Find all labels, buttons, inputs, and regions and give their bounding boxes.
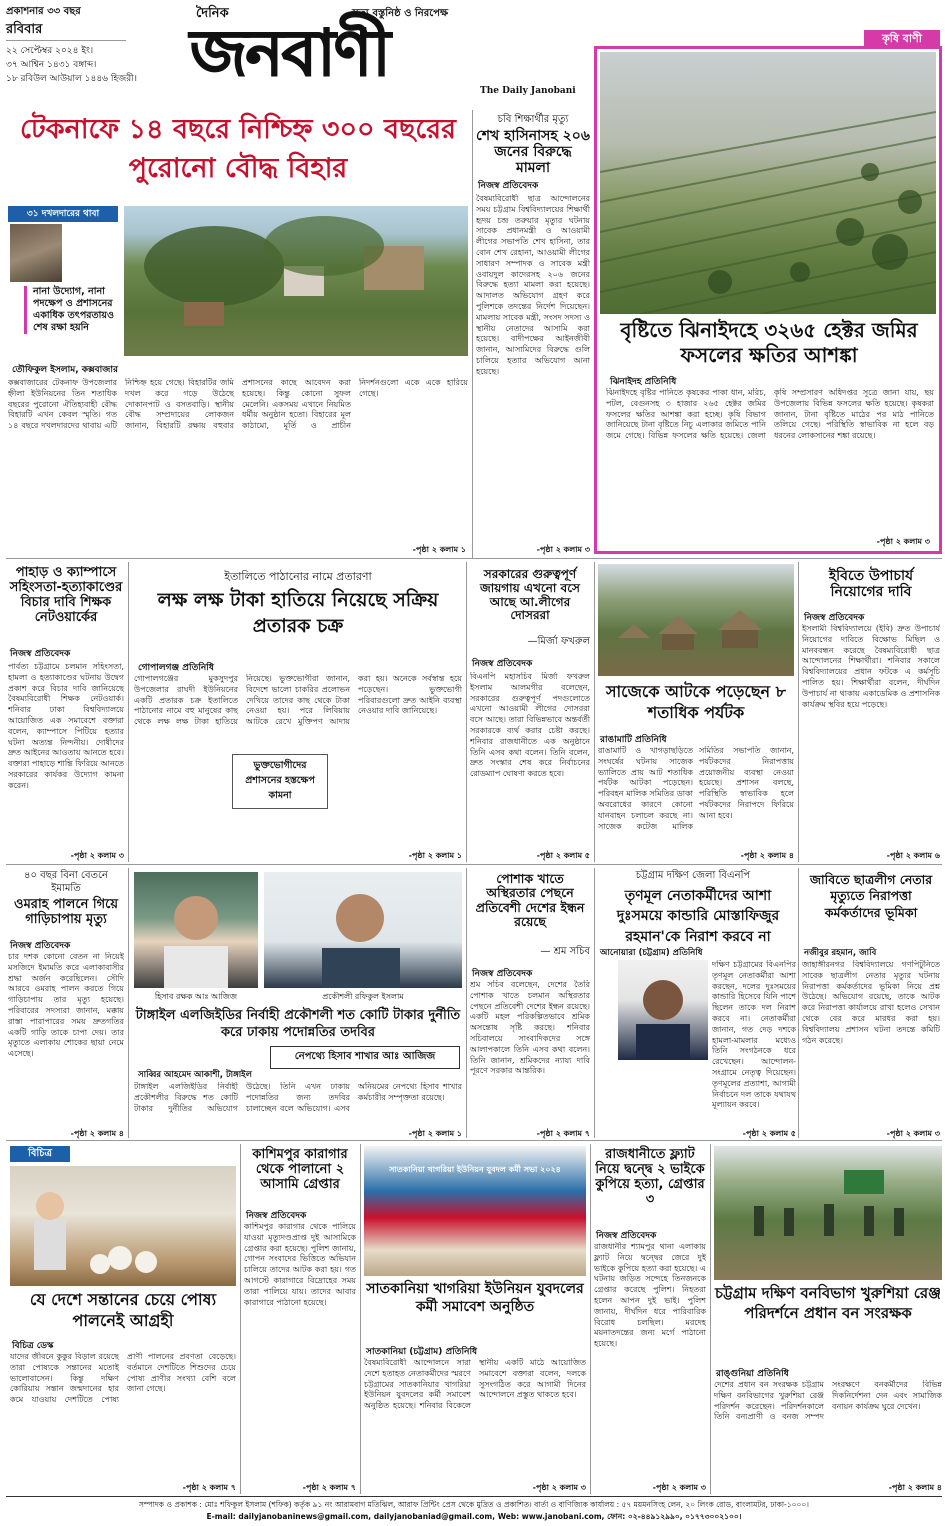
fraud-quote: ভুক্তভোগীদের প্রশাসনের হস্তক্ষেপ কামনা xyxy=(232,754,328,809)
bichitra-byline: বিচিত্র ডেস্ক xyxy=(12,1341,54,1351)
motto: সত্য বস্তুনিষ্ঠ ও নিরপেক্ষ xyxy=(352,8,449,19)
bonbibhag-headline[interactable]: চট্টগ্রাম দক্ষিণ বনবিভাগ খুরুশিয়া রেঞ্জ পরিদর্শনে প্রধান বন সংরক্ষক xyxy=(715,1284,941,1322)
fraud-headline[interactable]: লক্ষ লক্ষ টাকা হাতিয়ে নিয়েছে সক্রিয় প্রতারক চক্র xyxy=(157,589,439,637)
ctg-bnp-cont[interactable]: -পৃষ্ঠা ২ কলাম ৫ xyxy=(742,1129,796,1138)
jabi-byline: নজীবুর রহমান, জাবি xyxy=(804,948,877,958)
ibte-byline: নিজস্ব প্রতিবেদক xyxy=(804,613,865,623)
hasina-cont[interactable]: -পৃষ্ঠা ২ কলাম ৩ xyxy=(536,545,590,554)
vihara-ruins-photo xyxy=(124,206,468,356)
huts-graphic xyxy=(598,564,794,676)
footer-contact[interactable]: E-mail: dailyjanobaninews@gmail.com, dailyjanobaniad@gmail.com, Web: www.janobani.com, ফোন: ০২-৪৪৯১২৯৯০, ০১৭৭৩০০২১০০। xyxy=(206,1512,742,1521)
jabi-cont[interactable]: -পৃষ্ঠা ২ কলাম ৩ xyxy=(886,1129,940,1138)
satkania-cont[interactable]: -পৃষ্ঠা ২ কলাম ৩ xyxy=(532,1483,586,1492)
kashim-body: কাশিমপুর কারাগার থেকে পালিয়ে যাওয়া মৃত্যুদণ্ডপ্রাপ্ত দুই আসামিকে গ্রেপ্তার করা হয়েছে। পুলিশ জানায়, গোপন সংবাদের ভিত্তিতে অভিযান চালিয়ে তাদের আটক করা হয়। গত আগস্টে কারাগারে বিদ্রোহের সময় তারা পালিয়ে যায়। তাদের আবার কারাগারে পাঠানো হয়েছে। xyxy=(244,1222,356,1307)
krishi-label: কৃষি বাণী xyxy=(864,30,940,48)
aziz-photo xyxy=(134,872,258,988)
bichitra-body: যাদের জীবনে কুকুর বিড়াল রয়েছে তারা পোষ্যকে সন্তানের মতোই ভালোবাসেন। কিন্তু দক্ষিণ কোরিয়ায় সন্তান জন্মদানের হার কমে যাওয়ায় দেশটিতে পোষ্য প্রাণী পালনের প্রবণতা বেড়েছে। বর্তমানে দেশটিতে শিশুদের চেয়ে পোষ্য প্রাণীর সংখ্যা বেশি বলে জানা গেছে। xyxy=(10,1352,236,1405)
bonbibhag-body: দেশের প্রধান বন সংরক্ষক চট্টগ্রাম দক্ষিণ বনবিভাগের খুরুশিয়া রেঞ্জ পরিদর্শন করেছেন। পরিদর্শনকালে তিনি বন্যপ্রাণী ও বনজ সম্পদ সংরক্ষণে বনকর্মীদের বিভিন্ন দিকনির্দেশনা দেন এবং সামাজিক বনায়ন কার্যক্রম ঘুরে দেখেন। xyxy=(714,1380,942,1422)
monk-photo xyxy=(10,224,62,282)
weekday: রবিবার xyxy=(6,22,43,37)
omrah-headline[interactable]: ওমরাহ পালনে গিয়ে গাড়িচাপায় মৃত্যু xyxy=(14,897,118,927)
ctg-bnp-kicker: চট্টগ্রাম দক্ষিণ জেলা বিএনপি xyxy=(635,870,751,881)
ibte-body: ইসলামী বিশ্ববিদ্যালয়ে (ইবি) দ্রুত উপাচার্য নিয়োগের দাবিতে বিক্ষোভ মিছিল ও মানববন্ধন করেছে বৈষম্যবিরোধী ছাত্র আন্দোলনের শিক্ষার্থীরা। শনিবার সকালে বিশ্ববিদ্যালয়ের প্রধান ফটকে এ কর্মসূচি পালিত হয়। শিক্ষার্থীরা বলেন, দীর্ঘদিন উপাচার্য না থাকায় একাডেমিক ও প্রশাসনিক কার্যক্রম স্থবির হয়ে পড়েছে। xyxy=(802,624,940,709)
omrah-kicker: ৪০ বছর বিনা বেতনে ইমামতি xyxy=(23,870,109,894)
bichitra-label: বিচিত্র xyxy=(10,1146,70,1162)
hasina-kicker: চবি শিক্ষার্থীর মৃত্যু xyxy=(497,114,569,125)
sorkar-headline[interactable]: সরকারের গুরুত্বপূর্ণ জায়গায় এখনো বসে আছে আ.লীগের দোসররা xyxy=(480,567,580,623)
teacher-cont[interactable]: -পৃষ্ঠা ২ কলাম ৩ xyxy=(70,851,124,860)
poshak-cont[interactable]: -পৃষ্ঠা ২ কলাম ৭ xyxy=(536,1129,590,1138)
sorkar-sign: —মির্জা ফখরুল xyxy=(527,636,590,647)
omrah-cont[interactable]: -পৃষ্ঠা ২ কলাম ৪ xyxy=(70,1129,124,1138)
lged-byline: সাব্বির আহমেদ আকাশী, টাঙ্গাইল xyxy=(138,1070,252,1080)
rafiqul-caption: প্রকৌশলী রফিকুল ইসলাম xyxy=(322,992,404,1001)
newspaper-logo[interactable]: জনবাণী xyxy=(190,17,389,91)
satkania-body: বৈষম্যবিরোধী আন্দোলনে সারা দেশে হতাহত নেতাকর্মীদের স্মরণে চট্টগ্রামের সাতকানিয়ার খাগরিয়া ইউনিয়ন যুবদলের কর্মী সমাবেশ অনুষ্ঠিত হয়েছে। শনিবার বিকেলে স্থানীয় একটি মাঠে আয়োজিত সমাবেশে বক্তারা বলেন, দলকে সুসংগঠিত করে আগামী দিনের আন্দোলনে প্রস্তুত থাকতে হবে। xyxy=(364,1358,586,1411)
sorkar-cont[interactable]: -পৃষ্ঠা ২ কলাম ৫ xyxy=(536,851,590,860)
dogs-photo xyxy=(10,1166,236,1286)
fraud-byline: গোপালগঞ্জ প্রতিনিধি xyxy=(138,663,214,673)
fraud-cont[interactable]: -পৃষ্ঠা ২ কলাম ১ xyxy=(408,851,462,860)
fraud-kicker: ইতালিতে পাঠানোর নামে প্রতারণা xyxy=(224,570,372,583)
krishi-headline[interactable]: বৃষ্টিতে ঝিনাইদহে ৩২৬৫ হেক্টর জমির ফসলের ক্ষতির আশঙ্কা xyxy=(620,318,918,367)
lead-cont[interactable]: -পৃষ্ঠা ২ কলাম ১ xyxy=(412,545,466,554)
lead-body: কক্সবাজারের টেকনাফ উপজেলার হ্নীলা ইউনিয়নের তিন শতাধিক বছরের পুরোনো ঐতিহ্যবাহী বৌদ্ধ বিহারটি এখন কেবল স্মৃতি। গত ১৪ বছরে দখলদারদের থাবায় এটি নিশ্চিহ্ন হয়ে গেছে। বিহারটির জমি দখল করে গড়ে উঠেছে দোকানপাট ও বসতবাড়ি। স্থানীয় বৌদ্ধ সম্প্রদায়ের লোকজন জানান, বিহারটি রক্ষায় বহুবার প্রশাসনের কাছে আবেদন করা হয়েছে। কিন্তু কোনো সুফল মেলেনি। একসময় এখানে নিয়মিত ধর্মীয় অনুষ্ঠান হতো। বিহারের মূল কাঠামো, মূর্তি ও প্রাচীন নিদর্শনগুলো একে একে হারিয়ে গেছে। xyxy=(8,378,468,431)
date-english: ২২ সেপ্টেম্বর ২০২৪ ইং। xyxy=(6,46,94,56)
poshak-byline: নিজস্ব প্রতিবেদক xyxy=(472,969,533,979)
rajdhani-body: রাজধানীর শ্যামপুর থানা এলাকায় ফ্ল্যাট নিয়ে দ্বন্দ্বের জেরে দুই ভাইকে কুপিয়ে হত্যা করা হয়েছে। এ ঘটনায় জড়িত সন্দেহে তিনজনকে গ্রেপ্তার করেছে পুলিশ। নিহতরা হলেন আপন দুই ভাই। পুলিশ জানায়, দীর্ঘদিন ধরে পারিবারিক বিরোধ চলছিল। মরদেহ ময়নাতদন্তের জন্য মর্গে পাঠানো হয়েছে। xyxy=(594,1242,706,1349)
english-name: The Daily Janobani xyxy=(480,86,576,96)
sorkar-body: বিএনপি মহাসচিব মির্জা ফখরুল ইসলাম আলমগীর বলেছেন, সরকারের গুরুত্বপূর্ণ পদগুলোতে এখনো আওয়ামী লীগের দোসররা বসে আছে। তারা বিভিন্নভাবে অন্তর্বর্তী সরকারকে ব্যর্থ করার চেষ্টা করছে। শনিবার রাজধানীতে এক অনুষ্ঠানে তিনি এসব কথা বলেন। তিনি বলেন, দ্রুত সংস্কার শেষ করে নির্বাচনের রোডম্যাপ ঘোষণা করতে হবে। xyxy=(470,672,590,779)
est-line: প্রকাশনার ৩৩ বছর xyxy=(6,6,81,17)
lged-headline[interactable]: টাঙ্গাইল এলজিইডির নির্বাহী প্রকৌশলী শত কোটি টাকার দুর্নীতি করে ঢাকায় পদোন্নতির তদবির xyxy=(135,1008,461,1040)
footer-imprint: সম্পাদক ও প্রকাশক : মোঃ শফিকুল ইসলাম (শফিক) কর্তৃক ৯১ নং আরামবাগ মতিঝিল, আরাফ প্রিন্টিং প্রেস থেকে মুদ্রিত ও প্রকাশিত। বার্তা ও বাণিজ্যিক কার্যালয় : ৫৭ ময়মনসিংহ লেন, ২০ লিংক রোড, বাংলামটর, ঢাকা-১০০০। xyxy=(139,1500,809,1509)
sajek-body: রাঙামাটি ও খাগড়াছড়িতে সংঘর্ষের ঘটনায় সাজেক ভ্যালিতে প্রায় আট শতাধিক পর্যটক আটকা পড়েছেন। পরিবহন মালিক সমিতির ডাকা অবরোধের কারণে কোনো যানবাহন চলাচল করছে না। সাজেক কটেজ মালিক সমিতির সভাপতি জানান, পর্যটকদের নিরাপত্তায় প্রয়োজনীয় ব্যবস্থা নেওয়া হয়েছে। প্রশাসন বলছে, পরিস্থিতি স্বাভাবিক হলে পর্যটকদের নিরাপদে ফিরিয়ে আনা হবে। xyxy=(598,746,794,831)
side-text: নানা উদ্যোগ, নানা পদক্ষেপ ও প্রশাসনের একাধিক তৎপরতায়ও শেষ রক্ষা হয়নি xyxy=(24,286,120,334)
rajdhani-byline: নিজস্ব প্রতিবেদক xyxy=(596,1231,657,1241)
kashim-headline[interactable]: কাশিমপুর কারাগার থেকে পালানো ২ আসামি গ্রেপ্তার xyxy=(252,1147,348,1192)
rafiqul-photo xyxy=(264,872,462,988)
side-tag: ৩১ দখলদারের থাবা xyxy=(8,206,118,222)
omrah-byline: নিজস্ব প্রতিবেদক xyxy=(10,941,71,951)
bonbibhag-cont[interactable]: -পৃষ্ঠা ২ কলাম ৪ xyxy=(888,1483,942,1492)
satkania-byline: সাতকানিয়া (চট্টগ্রাম) প্রতিনিধি xyxy=(366,1347,478,1357)
bichitra-headline[interactable]: যে দেশে সন্তানের চেয়ে পোষ্য পালনেই আগ্রহী xyxy=(29,1290,217,1330)
people-graphic xyxy=(714,1146,942,1280)
bichitra-cont[interactable]: -পৃষ্ঠা ২ কলাম ৭ xyxy=(182,1483,236,1492)
aziz-caption: হিসাব রক্ষক আঃ আজিজ xyxy=(154,992,238,1001)
teacher-headline[interactable]: পাহাড় ও ক্যাম্পাসে সহিংসতা-হত্যাকাণ্ডের বিচার দাবি শিক্ষক নেটওয়ার্কের xyxy=(9,565,123,625)
crop-rows-graphic xyxy=(600,52,936,314)
satkania-headline[interactable]: সাতকানিয়া খাগরিয়া ইউনিয়ন যুবদলের কর্মী সমাবেশ অনুষ্ঠিত xyxy=(366,1281,584,1316)
masthead xyxy=(0,0,590,104)
krishi-body: ঝিনাইদহে বৃষ্টির পানিতে কৃষকের পাকা ধান, মরিচ, পটল, বেগুনসহ ৩ হাজার ২৬৫ হেক্টর জমির ফসলের ক্ষতির আশঙ্কা করা হচ্ছে। কৃষি বিভাগ জানিয়েছে টানা বৃষ্টিতে নিচু এলাকার জমিতে পানি জমে গেছে। বিভিন্ন ফসলের ক্ষতি হয়েছে। জেলা কৃষি সম্প্রসারণ অধিদপ্তর সূত্রে জানা যায়, ছয় উপজেলায় বিভিন্ন ফসলের ক্ষতি হয়েছে। কৃষকরা জানান, টানা বৃষ্টিতে মাঠের পর মাঠ পানিতে তলিয়ে গেছে। পরিস্থিতি স্বাভাবিক না হলে বড় ধরনের লোকসানের শঙ্কা রয়েছে। xyxy=(606,388,934,441)
ctg-bnp-byline: আনোয়ারা (চট্টগ্রাম) প্রতিনিধি xyxy=(600,948,703,958)
lead-headline[interactable]: টেকনাফে ১৪ বছরে নিশ্চিহ্ন ৩০০ বছরের পুরোনো বৌদ্ধ বিহার xyxy=(20,114,456,185)
krishi-cont[interactable]: -পৃষ্ঠা ২ কলাম ৩ xyxy=(876,537,930,546)
field-photo xyxy=(600,52,936,314)
fraud-body: গোপালগঞ্জের মুকসুদপুর উপজেলার রাঘদী ইউনিয়নের একটি প্রতারক চক্র ইতালিতে পাঠানোর নামে বহু মানুষের কাছ থেকে লক্ষ লক্ষ টাকা হাতিয়ে নিয়েছে। ভুক্তভোগীরা জানান, বিদেশে ভালো চাকরির প্রলোভন দেখিয়ে তাদের কাছ থেকে টাকা নেওয়া হয়। পরে লিবিয়ায় আটকে রেখে মুক্তিপণ আদায় করা হয়। অনেকে সর্বস্বান্ত হয়ে পড়েছেন। ভুক্তভোগী পরিবারগুলো দ্রুত আইনি ব্যবস্থা নেওয়ার দাবি জানিয়েছে। xyxy=(134,674,462,727)
rajdhani-headline[interactable]: রাজধানীতে ফ্ল্যাট নিয়ে দ্বন্দ্বে ২ ভাইকে কুপিয়ে হত্যা, গ্রেপ্তার ৩ xyxy=(595,1147,705,1207)
kashim-byline: নিজস্ব প্রতিবেদক xyxy=(246,1211,307,1221)
teacher-body: পার্বত্য চট্টগ্রামে চলমান সহিংসতা, হামলা ও হত্যাকাণ্ডের ঘটনায় উদ্বেগ প্রকাশ করে বিচার দাবি জানিয়েছে বৈষম্যবিরোধী শিক্ষক নেটওয়ার্ক। শনিবার ঢাকা বিশ্ববিদ্যালয়ে আয়োজিত এক সমাবেশে বক্তারা বলেন, ক্যাম্পাসে পিটিয়ে হত্যার ঘটনা অত্যন্ত নিন্দনীয়। দোষীদের দ্রুত আইনের আওতায় আনতে হবে। বক্তারা পাহাড়ে শান্তি ফিরিয়ে আনতে সরকারের কার্যকর উদ্যোগ কামনা করেন। xyxy=(8,662,124,790)
teacher-byline: নিজস্ব প্রতিবেদক xyxy=(10,649,71,659)
omrah-body: চার দশক কোনো বেতন না নিয়েই মসজিদে ইমামতি করে এলাকাবাসীর শ্রদ্ধা অর্জন করেছিলেন। সৌদি আরবে ওমরাহ পালন করতে গিয়ে গাড়িচাপায় তার মৃত্যু হয়েছে। পরিবারের সদস্যরা জানান, মক্কায় রাস্তা পারাপারের সময় দ্রুতগতির একটি গাড়ি তাকে চাপা দেয়। তার মৃত্যুতে এলাকায় শোকের ছায়া নেমে এসেছে। xyxy=(8,952,124,1059)
satkania-photo xyxy=(364,1146,586,1276)
date-hijri: ১৮ রবিউল আউয়াল ১৪৪৬ হিজরী। xyxy=(6,74,137,84)
portrait-graphic xyxy=(134,872,258,988)
poshak-headline[interactable]: পোশাক খাতে অস্থিরতার পেছনে প্রতিবেশী দেশের ইন্ধন রয়েছে xyxy=(475,871,585,930)
satkania-banner: সাতকানিয়া খাগরিয়া ইউনিয়ন যুবদল কর্মী সভা ২০২৪ xyxy=(389,1165,561,1174)
portrait-graphic-3 xyxy=(618,960,708,1060)
forest-inspection-photo xyxy=(714,1146,942,1280)
ctg-bnp-body: দক্ষিণ চট্টগ্রামের বিএনপির তৃণমূল নেতাকর্মীরা আশা করছেন, দলের দুঃসময়ের কান্ডারি হিসেবে যিনি পাশে ছিলেন তাকে দল নিরাশ করবে না। নেতাকর্মীরা জানান, গত দেড় দশকে হামলা-মামলার মধ্যেও তিনি সংগঠনকে ধরে রেখেছেন। আন্দোলন-সংগ্রামে নেতৃত্ব দিয়েছেন। তৃণমূলের প্রত্যাশা, আগামী নির্বাচনে দল তাকে যথাযথ মূল্যায়ন করবে। xyxy=(712,960,796,1110)
ruins-graphic xyxy=(124,206,468,356)
date-bangla: ৩৭ আশ্বিন ১৪৩১ বঙ্গাব্দ। xyxy=(6,60,97,70)
kashim-cont[interactable]: -পৃষ্ঠা ২ কলাম ৭ xyxy=(302,1483,356,1492)
bonbibhag-byline: রাঙ্গুনিয়া প্রতিনিধি xyxy=(716,1369,789,1379)
portrait-graphic-2 xyxy=(264,872,462,988)
ibte-headline[interactable]: ইবিতে উপাচার্য নিয়োগের দাবি xyxy=(828,568,914,601)
poshak-sign: — শ্রম সচিব xyxy=(540,946,590,957)
lged-quote: নেপথ্যে হিসাব শাখার আঃ আজিজ xyxy=(270,1046,460,1069)
hasina-byline: নিজস্ব প্রতিবেদক xyxy=(478,181,539,191)
lged-cont[interactable]: -পৃষ্ঠা ২ কলাম ১ xyxy=(408,1129,462,1138)
sajek-headline[interactable]: সাজেকে আটকে পড়েছেন ৮ শতাধিক পর্যটক xyxy=(605,682,787,722)
jabi-body: জাহাঙ্গীরনগর বিশ্ববিদ্যালয়ে গণপিটুনিতে সাবেক ছাত্রলীগ নেতার মৃত্যুর ঘটনায় নিরাপত্তা কর্মকর্তাদের ভূমিকা নিয়ে প্রশ্ন উঠেছে। অভিযোগ রয়েছে, তাকে আটক করে নিরাপত্তা কার্যালয়ে রাখা হলেও সেখান থেকে বের করে মারধর করা হয়। বিশ্ববিদ্যালয় প্রশাসন ঘটনা তদন্তে কমিটি গঠন করেছে। xyxy=(802,960,940,1045)
dainik-label: দৈনিক xyxy=(196,6,229,21)
sorkar-byline: নিজস্ব প্রতিবেদক xyxy=(472,659,533,669)
krishi-byline: ঝিনাইদহ প্রতিনিধি xyxy=(610,377,677,387)
mostafizur-photo xyxy=(618,960,708,1060)
sajek-cont[interactable]: -পৃষ্ঠা ২ কলাম ৪ xyxy=(740,851,794,860)
lged-body: টাঙ্গাইল এলজিইডির নির্বাহী প্রকৌশলীর বিরুদ্ধে শত কোটি টাকার দুর্নীতির অভিযোগ উঠেছে। তিনি এখন ঢাকায় পদোন্নতির জন্য তদবির চালাচ্ছেন বলে অভিযোগ। এসব অনিয়মের নেপথ্যে হিসাব শাখার কর্মচারীর সম্পৃক্ততা রয়েছে। xyxy=(134,1082,462,1113)
pets-graphic xyxy=(10,1166,236,1286)
poshak-body: শ্রম সচিব বলেছেন, দেশের তৈরি পোশাক খাতে চলমান অস্থিরতার পেছনে প্রতিবেশী দেশের ইন্ধন রয়েছে। একটি মহল পরিকল্পিতভাবে শ্রমিক অসন্তোষ সৃষ্টি করছে। শনিবার সচিবালয়ে সাংবাদিকদের সঙ্গে আলাপকালে তিনি এসব কথা বলেন। তিনি জানান, শ্রমিকদের ন্যায্য দাবি পূরণে সরকার আন্তরিক। xyxy=(470,980,590,1076)
rajdhani-cont[interactable]: -পৃষ্ঠা ২ কলাম ৩ xyxy=(652,1483,706,1492)
jabi-headline[interactable]: জাবিতে ছাত্রলীগ নেতার মৃত্যুতে নিরাপত্তা কর্মকর্তাদের ভূমিকা xyxy=(809,872,933,920)
lead-byline: তৌফিকুল ইসলাম, কক্সবাজার xyxy=(12,365,118,375)
ctg-bnp-headline[interactable]: তৃণমূল নেতাকর্মীদের আশা দুঃসময়ে কান্ডারি মোস্তাফিজুর রহমান'কে নিরাশ করবে না xyxy=(616,888,780,945)
hasina-body: বৈষম্যবিরোধী ছাত্র আন্দোলনের সময় চট্টগ্রাম বিশ্ববিদ্যালয়ের শিক্ষার্থী হৃদয় চন্দ্র তরুয়ার মৃত্যুর ঘটনায় সাবেক প্রধানমন্ত্রী ও আওয়ামী লীগের সভাপতি শেখ হাসিনা, তার বোন শেখ রেহানা, আওয়ামী লীগের সাধারণ সম্পাদক ও সাবেক মন্ত্রী ওবায়দুল কাদেরসহ ২০৬ জনের বিরুদ্ধে হত্যা মামলা করা হয়েছে। আদালত অভিযোগ গ্রহণ করে পুলিশকে তদন্তের নির্দেশ দিয়েছেন। মামলায় সাবেক মন্ত্রী, সংসদ সদস্য ও স্থানীয় নেতাদের আসামি করা হয়েছে। বাদীপক্ষের আইনজীবী জানান, আসামিদের বিরুদ্ধে গুলি চালিয়ে হত্যার অভিযোগ আনা হয়েছে। xyxy=(476,194,590,376)
sajek-byline: রাঙামাটি প্রতিনিধি xyxy=(600,735,667,745)
sajek-photo xyxy=(598,564,794,676)
hasina-headline[interactable]: শেখ হাসিনাসহ ২০৬ জনের বিরুদ্ধে মামলা xyxy=(476,128,590,177)
ibte-cont[interactable]: -পৃষ্ঠা ২ কলাম ৬ xyxy=(886,851,940,860)
